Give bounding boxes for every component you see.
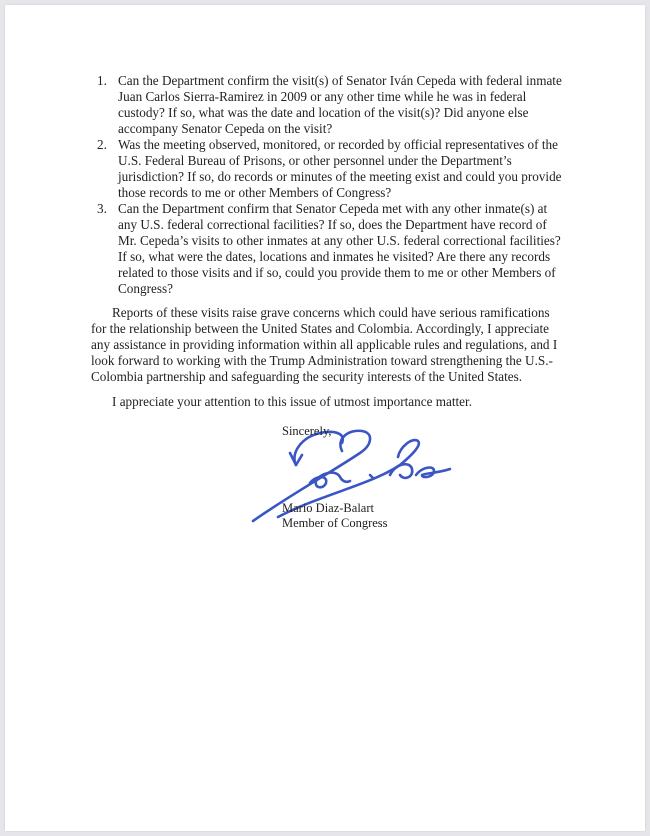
question-text: Was the meeting observed, monitored, or recorded by official representatives of the U.S. Federal Bureau of Prisons, or other personnel under the Department’s jurisdiction? If so, do records or minutes of the meeting exist and could you provide those records to me or other Members of Congress? [118,137,562,200]
signature-stroke [370,475,373,478]
question-number: 3. [97,201,107,216]
signature-stroke [310,473,350,488]
question-number: 2. [97,137,107,152]
question-item [97,201,567,297]
question-item [97,73,567,137]
question-text: Can the Department confirm the visit(s) of Senator Iván Cepeda with federal inmate Juan Carlos Sierra-Ramirez in 2009 or any other time while he was in federal custody? If so, what was the date and location of the visit(s)? Did anyone else accompany Senator Cepeda on the visit? [118,73,562,136]
question-list [97,73,567,297]
letter-body [91,73,567,410]
signature-stroke [416,468,450,478]
signature-stroke [390,464,412,478]
question-text: Can the Department confirm that Senator Cepeda met with any other inmate(s) at any U.S. federal correctional facilities? If so, does the Department have record of Mr. Cepeda’s visits to other inmates at any other U.S. federal correctional facilities? If so, what were the dates, locations and inmates he visited? Are there any records related to those visits and if so, could you provide them to me or other Members of Congress? [118,201,561,296]
valediction: Sincerely, [282,424,332,438]
signer-title: Member of Congress [282,516,388,530]
concerns-paragraph: Reports of these visits raise grave concerns which could have serious ramifications for the relationship between the United States and Colombia. Accordingly, I appreciate any assistance in providing information within all applicable rules and regulations, and I look forward to working with the Trump Administration toward strengthening the U.S.-Colombia partnership and safeguarding the security interests of the United States. [91,305,558,384]
question-number: 1. [97,73,107,88]
closing-line: I appreciate your attention to this issue of utmost importance matter. [112,394,472,409]
question-item [97,137,567,201]
signer-name: Mario Diaz-Balart [282,501,374,515]
